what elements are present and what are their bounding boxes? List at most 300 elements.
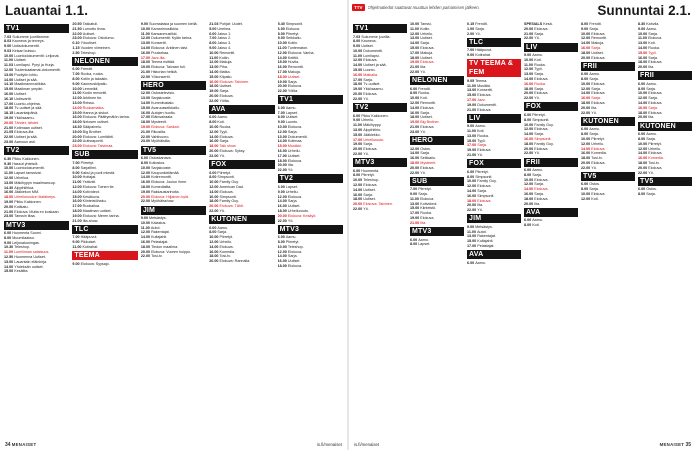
program-entry bbox=[141, 115, 206, 119]
program-entry bbox=[141, 91, 206, 95]
program-time: 19.00 bbox=[410, 60, 421, 65]
program-title: Uutiset. bbox=[361, 44, 374, 49]
program-entry bbox=[353, 82, 407, 86]
program-title: Mysteerit. bbox=[420, 160, 437, 165]
program-entry bbox=[353, 178, 407, 182]
program-title: Sarja. bbox=[287, 129, 298, 134]
program-title: Luontodokumentti. bbox=[14, 166, 45, 171]
channel-header: TV5 bbox=[581, 172, 635, 181]
program-time: 9.05 bbox=[467, 78, 476, 83]
channel-header: FOX bbox=[524, 102, 578, 111]
program-title: Pohjat: Uudet. bbox=[219, 22, 243, 26]
program-title: Puutarhaa. bbox=[151, 50, 170, 55]
program-entry bbox=[467, 93, 521, 97]
program-time: 23.00 bbox=[140, 139, 152, 144]
program-entry bbox=[410, 171, 464, 175]
channel-header: KUTONEN bbox=[581, 117, 635, 126]
program-title: Aamu. bbox=[532, 168, 543, 173]
program-title: Elokuva. bbox=[285, 26, 300, 31]
program-entry bbox=[524, 67, 578, 71]
program-title: Uutisraportti. bbox=[82, 139, 104, 144]
program-title: Simpsonit. bbox=[219, 194, 237, 199]
program-entry bbox=[638, 171, 692, 175]
program-time: 22.00 bbox=[140, 74, 152, 79]
program-title: Tyyli. bbox=[219, 129, 228, 134]
program-title: Ykkösaamu. bbox=[363, 87, 384, 92]
program-time: 16.00 bbox=[72, 115, 83, 120]
program-time: 13.00 bbox=[72, 101, 83, 106]
channel-header: NELONEN bbox=[410, 76, 464, 85]
program-title: Urheilu. bbox=[219, 240, 233, 244]
program-entry bbox=[4, 44, 69, 48]
program-time: 13.00 bbox=[209, 65, 220, 70]
program-entry bbox=[209, 259, 274, 263]
program-time: 10.00 bbox=[638, 91, 649, 96]
program-entry bbox=[209, 130, 274, 134]
program-time: 9.00 bbox=[410, 192, 419, 197]
program-time: 15.00 bbox=[209, 74, 220, 79]
program-title: Remontti. bbox=[219, 50, 236, 55]
program-entry bbox=[410, 65, 464, 69]
program-time: 21.00 bbox=[467, 107, 478, 112]
channel-header: FRII bbox=[638, 71, 692, 80]
program-title: Elokuva: Meren tarina. bbox=[82, 213, 120, 218]
program-time: 18.00 bbox=[277, 74, 288, 79]
program-entry bbox=[4, 39, 69, 43]
program-entry bbox=[581, 142, 635, 146]
program-title: Elokuva: Syysajo. bbox=[80, 261, 110, 266]
program-title: Elokuva. bbox=[477, 148, 492, 153]
program-title: Pikku Kakkonen. bbox=[14, 199, 42, 204]
program-time: 14.00 bbox=[140, 45, 152, 50]
program-time: 21.00 bbox=[410, 65, 421, 70]
left-listing-columns bbox=[4, 22, 343, 439]
program-entry bbox=[638, 32, 692, 36]
program-title: Elokuva. bbox=[534, 26, 549, 31]
program-title: Uutiset. bbox=[420, 55, 433, 60]
program-entry bbox=[209, 22, 274, 26]
program-entry bbox=[141, 135, 206, 139]
channel-header: TV TEEMA & FEM bbox=[467, 59, 521, 77]
program-title: Elokuva. bbox=[591, 81, 606, 86]
program-entry bbox=[278, 163, 343, 167]
channel-header: TV1 bbox=[353, 24, 407, 33]
program-entry bbox=[278, 115, 343, 119]
program-title: Sarja. bbox=[534, 182, 544, 187]
program-entry bbox=[278, 159, 343, 163]
program-entry bbox=[278, 250, 343, 254]
program-time: 12.00 bbox=[467, 184, 478, 189]
program-time: 11.00 bbox=[4, 58, 15, 63]
program-title: Koti. bbox=[217, 120, 225, 125]
program-title: Elokuva: Hiljainen kylä. bbox=[151, 194, 189, 199]
program-time: 11.00 bbox=[140, 31, 151, 36]
program-title: Jazz-ilta. bbox=[151, 55, 166, 60]
program-title: Elokuva: Toinen tie. bbox=[82, 184, 115, 189]
program-entry bbox=[278, 111, 343, 115]
program-title: Aamu. bbox=[646, 132, 657, 137]
program-title: Matka. bbox=[219, 69, 231, 74]
program-entry bbox=[209, 60, 274, 64]
program-entry bbox=[467, 129, 521, 133]
program-title: Tosi-tv. bbox=[648, 160, 660, 165]
program-entry bbox=[72, 87, 137, 91]
program-entry bbox=[4, 245, 69, 249]
program-title: Lauantain eläinkirja. bbox=[14, 259, 48, 264]
program-title: Sarja. bbox=[219, 89, 230, 94]
program-time: 11.00 bbox=[467, 83, 478, 88]
program-time: 15.00 bbox=[277, 60, 288, 65]
program-entry bbox=[72, 209, 137, 213]
program-title: Uutiset. bbox=[285, 115, 299, 120]
program-entry bbox=[467, 143, 521, 147]
program-title: Yö. bbox=[534, 96, 540, 101]
program-entry bbox=[353, 68, 407, 72]
program-entry bbox=[353, 63, 407, 67]
program-time: 20.00 bbox=[353, 202, 364, 207]
program-entry bbox=[209, 46, 274, 50]
program-title: Luonto. bbox=[363, 68, 376, 73]
program-entry bbox=[72, 139, 137, 143]
program-entry bbox=[638, 111, 692, 115]
program-title: Komediailta. bbox=[151, 184, 172, 189]
program-entry bbox=[278, 185, 343, 189]
program-time: 14.00 bbox=[209, 189, 220, 194]
program-entry bbox=[524, 22, 578, 26]
program-entry bbox=[524, 202, 578, 206]
program-time: 11.00 bbox=[638, 36, 649, 41]
program-title: Yö. bbox=[648, 170, 654, 175]
program-title: Metsästys. bbox=[475, 224, 493, 229]
program-title: Elokuva: Vuoren huippu. bbox=[151, 249, 192, 254]
program-entry bbox=[4, 186, 69, 190]
channel-header: TV5 bbox=[141, 146, 206, 155]
program-time: 20.00 bbox=[581, 160, 592, 165]
program-time: 12.00 bbox=[581, 36, 592, 41]
program-title: Uutiset. bbox=[82, 31, 96, 36]
program-time: 8.00 bbox=[467, 174, 476, 179]
program-title: Konsertti. bbox=[477, 88, 493, 93]
program-entry bbox=[278, 204, 343, 208]
program-title: Hassut yhteisöt. bbox=[12, 161, 39, 166]
program-time: 12.00 bbox=[140, 91, 152, 96]
program-title: Elokuva. bbox=[420, 216, 435, 221]
program-title: Elokuva. bbox=[420, 196, 435, 201]
program-time: 16.00 bbox=[353, 72, 364, 77]
program-time: 8.00 bbox=[4, 235, 13, 240]
program-entry bbox=[353, 128, 407, 132]
program-time: 17.00 bbox=[4, 101, 15, 106]
program-title: Komedia. bbox=[648, 156, 664, 161]
program-entry bbox=[4, 116, 69, 120]
program-title: Jääkiekko. bbox=[363, 132, 381, 137]
program-time: 22.00 bbox=[524, 151, 535, 156]
channel-header: LIV bbox=[524, 43, 578, 52]
program-time: 8.00 bbox=[581, 132, 590, 137]
program-entry bbox=[4, 73, 69, 77]
program-time: 13.00 bbox=[140, 96, 152, 101]
program-time: 12.00 bbox=[277, 129, 288, 134]
program-title: Autot. bbox=[477, 229, 487, 234]
program-entry bbox=[581, 147, 635, 151]
program-time: 9.00 bbox=[140, 216, 150, 221]
program-entry bbox=[209, 195, 274, 199]
program-time: 6.00 bbox=[524, 168, 533, 173]
channel-header: AVA bbox=[524, 208, 578, 217]
program-title: Yö. bbox=[287, 218, 294, 223]
program-entry bbox=[141, 41, 206, 45]
program-title: Kiinteistöhaku. bbox=[82, 199, 107, 204]
program-title: Dokumentti: Kylän tarina. bbox=[151, 36, 193, 41]
program-entry bbox=[141, 254, 206, 258]
channel-header: JIM bbox=[467, 214, 521, 223]
program-title: Big Brother. bbox=[420, 120, 440, 125]
program-entry bbox=[638, 36, 692, 40]
program-entry bbox=[141, 32, 206, 36]
program-entry bbox=[141, 120, 206, 124]
program-title: Frendit. bbox=[80, 67, 94, 72]
program-title: Elokuva. bbox=[534, 127, 549, 132]
program-time: 9.00 bbox=[277, 120, 286, 125]
program-time: 19.00 bbox=[467, 148, 478, 153]
program-entry bbox=[353, 138, 407, 142]
program-title: Pelastajat. bbox=[151, 240, 169, 244]
program-time: 9.00 bbox=[467, 53, 476, 58]
program-title: Yö. bbox=[219, 153, 226, 158]
program-entry bbox=[4, 97, 69, 101]
program-title: Lumottu linna. bbox=[82, 26, 106, 31]
program-entry bbox=[278, 22, 343, 26]
program-title: Piirretyt. bbox=[475, 169, 489, 174]
program-title: Tanssin iltaa. bbox=[14, 214, 36, 219]
program-time: 20.00 bbox=[277, 163, 288, 168]
program-time: 15.00 bbox=[353, 132, 364, 137]
program-time: 13.00 bbox=[467, 133, 478, 138]
program-time: 6.00 bbox=[277, 26, 286, 31]
program-entry bbox=[209, 94, 274, 98]
program-title: Ilta. bbox=[420, 220, 427, 225]
right-footer-info bbox=[660, 442, 691, 448]
program-entry bbox=[209, 175, 274, 179]
program-title: Alppihiihto. bbox=[363, 127, 382, 132]
program-title: Suomalaisia ja suomen kieliä. bbox=[149, 22, 198, 26]
program-time: 20.00 bbox=[467, 203, 478, 208]
program-entry bbox=[524, 118, 578, 122]
program-entry bbox=[581, 46, 635, 50]
program-time: 14.00 bbox=[524, 132, 535, 137]
program-entry bbox=[72, 171, 137, 175]
program-entry bbox=[278, 75, 343, 79]
program-entry bbox=[524, 223, 578, 227]
program-entry bbox=[278, 149, 343, 153]
program-time: 13.00 bbox=[353, 127, 364, 132]
day-title-saturday: Lauantai 1.1. bbox=[5, 3, 89, 18]
program-time: 22.00 bbox=[277, 218, 288, 223]
program-entry bbox=[410, 22, 464, 26]
program-time: 17.00 bbox=[353, 137, 364, 142]
program-time: 11.00 bbox=[4, 250, 15, 255]
program-entry bbox=[278, 144, 343, 148]
program-title: Elokuva. bbox=[648, 101, 663, 106]
program-title: Yö. bbox=[287, 168, 294, 173]
program-title: Tiedon maailma. bbox=[151, 244, 179, 249]
program-title: Sarja. bbox=[646, 86, 656, 91]
program-title: Musiikki. bbox=[287, 144, 303, 149]
program-time: 18.15 bbox=[4, 111, 15, 116]
program-title: Elokuva. bbox=[287, 125, 303, 130]
program-title: Simpsonit. bbox=[534, 136, 552, 141]
program-title: Elokuva. bbox=[648, 36, 663, 41]
program-entry bbox=[278, 41, 343, 45]
program-entry bbox=[278, 245, 343, 249]
program-time: 12.00 bbox=[353, 58, 364, 63]
program-time: 15.00 bbox=[467, 138, 478, 143]
program-time: 22.00 bbox=[140, 254, 152, 259]
program-time: 15.00 bbox=[353, 68, 364, 73]
program-entry bbox=[467, 239, 521, 243]
program-time: 16.00 bbox=[581, 96, 592, 101]
program-time: 6.00 bbox=[277, 184, 286, 189]
program-title: Simpsonit. bbox=[532, 117, 550, 122]
program-time: 6.00 bbox=[140, 156, 150, 161]
program-title: Jakso 4. bbox=[217, 45, 232, 50]
program-entry bbox=[4, 102, 69, 106]
program-title: Jazz. bbox=[477, 97, 486, 102]
program-title: Kotiin. bbox=[420, 26, 431, 31]
program-entry bbox=[72, 219, 137, 223]
program-title: Ruoka. bbox=[648, 45, 660, 50]
program-entry bbox=[4, 58, 69, 62]
program-entry bbox=[278, 70, 343, 74]
program-entry bbox=[638, 22, 692, 26]
program-title: Lemmikit. bbox=[82, 86, 99, 91]
program-time: 14.00 bbox=[277, 55, 288, 60]
program-title: Elokuva. bbox=[287, 194, 303, 199]
program-entry bbox=[410, 87, 464, 91]
program-title: Vahtivuoro. bbox=[151, 134, 170, 139]
program-time: 10.00 bbox=[638, 31, 649, 36]
program-title: Sukumme juuriltamme. bbox=[12, 34, 50, 39]
program-title: Aamu. bbox=[285, 235, 297, 240]
channel-header: TV2 bbox=[278, 174, 343, 183]
program-time: 18.00 bbox=[277, 208, 288, 213]
program-entry bbox=[72, 91, 137, 95]
program-time: 2.50 bbox=[72, 50, 81, 55]
program-title: Jakso 2. bbox=[217, 36, 232, 41]
program-title: Elokuva: Taivaan tuli. bbox=[151, 65, 186, 70]
program-time: 18.00 bbox=[524, 86, 535, 91]
program-entry bbox=[209, 70, 274, 74]
program-entry bbox=[209, 204, 274, 208]
program-time: 20.00 bbox=[353, 92, 364, 97]
program-title: Sääpalvelu. bbox=[82, 125, 102, 130]
program-time: 17.00 bbox=[140, 55, 152, 60]
program-time: 21.05 bbox=[4, 130, 15, 135]
program-title: Yö. bbox=[420, 129, 426, 134]
program-time: 21.00 bbox=[467, 153, 478, 158]
program-entry bbox=[353, 118, 407, 122]
program-entry bbox=[72, 161, 137, 165]
program-entry bbox=[72, 46, 137, 50]
program-title: Family Guy. bbox=[534, 141, 554, 146]
program-time: 13.00 bbox=[524, 72, 535, 77]
program-entry bbox=[410, 111, 464, 115]
program-time: 22.00 bbox=[524, 96, 535, 101]
program-entry bbox=[141, 101, 206, 105]
program-entry bbox=[72, 27, 137, 31]
program-entry bbox=[141, 216, 206, 220]
program-time: 18.00 bbox=[140, 184, 152, 189]
program-title: Aamu. bbox=[589, 72, 600, 77]
program-time: 12.00 bbox=[209, 240, 220, 244]
program-entry bbox=[638, 91, 692, 95]
program-title: Urheilu. bbox=[591, 141, 604, 146]
program-time: 10.00 bbox=[209, 180, 220, 185]
channel-header: MTV3 bbox=[410, 227, 464, 236]
program-time: 8.00 bbox=[353, 39, 362, 44]
program-entry bbox=[209, 65, 274, 69]
program-title: Uutiset ja sää. bbox=[363, 63, 387, 68]
program-title: Sarja. bbox=[475, 26, 485, 31]
channel-header: TLC bbox=[467, 38, 521, 47]
right-page-footer bbox=[354, 441, 691, 448]
program-entry bbox=[4, 231, 69, 235]
program-entry bbox=[353, 188, 407, 192]
program-title: Frendit. bbox=[418, 86, 431, 91]
program-entry bbox=[524, 182, 578, 186]
program-time: 16.00 bbox=[524, 136, 535, 141]
program-entry bbox=[638, 60, 692, 64]
program-entry bbox=[581, 197, 635, 201]
program-time: 14.00 bbox=[4, 77, 15, 82]
program-entry bbox=[581, 106, 635, 110]
program-entry bbox=[209, 226, 274, 230]
program-title: Yhdeksän uutiset. bbox=[14, 264, 44, 269]
program-title: Elokuva. bbox=[477, 93, 492, 98]
program-time: 16.00 bbox=[140, 240, 152, 244]
program-entry bbox=[467, 103, 521, 107]
program-title: Elokuva. bbox=[648, 60, 663, 65]
program-time: 6.00 bbox=[467, 169, 476, 174]
program-title: Elokuva. bbox=[219, 134, 234, 139]
program-title: Sarja. bbox=[477, 188, 487, 193]
program-entry bbox=[410, 197, 464, 201]
program-time: 12.00 bbox=[209, 60, 220, 65]
program-time: 10.00 bbox=[581, 31, 592, 36]
program-title: Luontodokumentti: Leijonat. bbox=[14, 53, 60, 58]
program-time: 11.00 bbox=[277, 45, 288, 50]
program-time: 22.00 bbox=[524, 36, 535, 41]
program-entry bbox=[72, 77, 137, 81]
program-title: Piirretyt. bbox=[361, 173, 375, 178]
program-time: 12.00 bbox=[410, 101, 421, 106]
program-entry bbox=[410, 242, 464, 246]
program-time: 9.00 bbox=[467, 224, 476, 229]
program-title: Lapset. bbox=[285, 110, 298, 115]
program-title: Hanna ja siskot. bbox=[82, 110, 109, 115]
program-entry bbox=[467, 244, 521, 248]
program-time: 16.00 bbox=[524, 81, 535, 86]
program-entry bbox=[410, 96, 464, 100]
program-entry bbox=[638, 101, 692, 105]
right-page bbox=[349, 0, 696, 450]
program-entry bbox=[278, 168, 343, 172]
program-time: 12.00 bbox=[209, 184, 220, 189]
program-entry bbox=[581, 137, 635, 141]
program-entry bbox=[524, 187, 578, 191]
program-entry bbox=[410, 32, 464, 36]
program-entry bbox=[278, 106, 343, 110]
